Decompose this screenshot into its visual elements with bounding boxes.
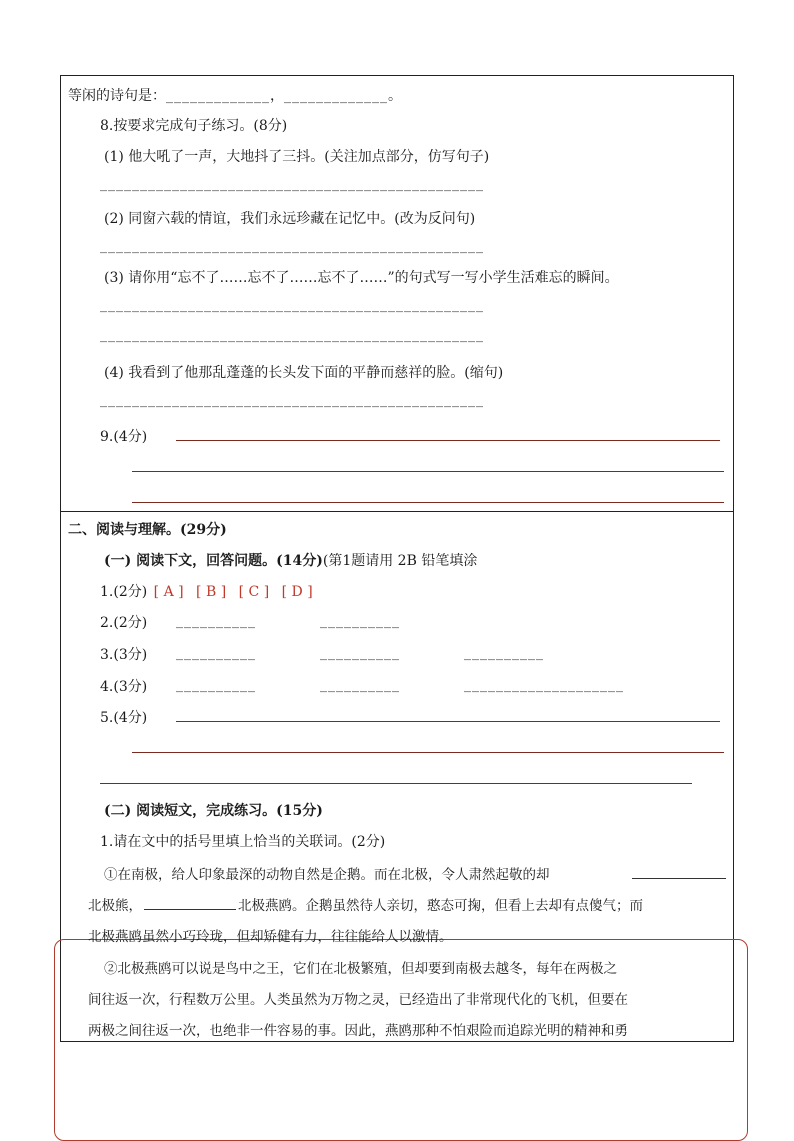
p1-q1-label: 1.(2分) xyxy=(100,584,148,600)
p1-q2-blank-1[interactable]: __________ xyxy=(176,613,256,629)
p1-q2-blank-2[interactable]: __________ xyxy=(320,613,400,629)
passage-p1-line1: ①在南极，给人印象最深的动物自然是企鹅。而在北极，令人肃然起敬的却 xyxy=(104,867,550,883)
p1-q5-line-3[interactable] xyxy=(100,783,692,784)
p1-q4-blank-2[interactable]: __________ xyxy=(320,677,400,693)
p1-q3-blank-2[interactable]: __________ xyxy=(320,645,400,661)
passage-p1-line3: 北极燕鸥虽然小巧玲珑，但却矫健有力，往往能给人以激情。 xyxy=(88,929,453,945)
p1-q5-label: 5.(4分) xyxy=(100,710,148,726)
p1-q4-blank-1[interactable]: __________ xyxy=(176,677,256,693)
passage-p2-line3: 两极之间往返一次，也绝非一件容易的事。因此，燕鸥那种不怕艰险而追踪光明的精神和勇 xyxy=(88,1023,628,1039)
option-c[interactable]: [ C ] xyxy=(238,584,270,600)
q8-item-3: (3) 请你用“忘不了……忘不了……忘不了……”的句式写一写小学生活难忘的瞬间。 xyxy=(104,270,619,286)
p1-q4-label: 4.(3分) xyxy=(100,679,148,695)
p1-blank-1[interactable] xyxy=(632,878,726,879)
option-b[interactable]: [ B ] xyxy=(196,584,227,600)
idle-line: 等闲的诗句是：_____________，_____________。 xyxy=(68,88,402,104)
q9-line-2[interactable] xyxy=(132,471,724,472)
top-answer-box xyxy=(60,75,734,512)
q8-answer-2[interactable]: ________________________________________________ xyxy=(100,238,484,254)
option-d[interactable]: [ D ] xyxy=(281,584,313,600)
q8-title: 8.按要求完成句子练习。(8分) xyxy=(100,118,288,134)
part2-title: (二) 阅读短文，完成练习。(15分) xyxy=(104,803,323,819)
q8-answer-4[interactable]: ________________________________________________ xyxy=(100,392,484,408)
passage-p2-line1: ②北极燕鸥可以说是鸟中之王，它们在北极繁殖，但却要到南极去越冬，每年在两极之 xyxy=(104,961,617,977)
idle-blank-2[interactable]: _____________ xyxy=(284,88,388,104)
q8-answer-1[interactable]: ________________________________________________ xyxy=(100,176,484,192)
q9-line-1[interactable] xyxy=(176,440,720,441)
p1-q3-label: 3.(3分) xyxy=(100,647,148,663)
p1-q5-line-1[interactable] xyxy=(176,721,720,722)
option-a[interactable]: [ A ] xyxy=(153,584,184,600)
passage-p2-line2: 间往返一次，行程数万公里。人类虽然为万物之灵，已经造出了非常现代化的飞机，但要在 xyxy=(88,992,628,1008)
p1-blank-2[interactable] xyxy=(144,897,236,910)
q9-line-3[interactable] xyxy=(132,502,724,503)
p1-q3-blank-3[interactable]: __________ xyxy=(464,645,544,661)
q8-item-2: (2) 同窗六载的情谊，我们永远珍藏在记忆中。(改为反问句) xyxy=(104,211,476,227)
idle-blank-1[interactable]: _____________ xyxy=(166,88,270,104)
p1-q4-blank-3[interactable]: ____________________ xyxy=(464,677,624,693)
part2-q1: 1.请在文中的括号里填上恰当的关联词。(2分) xyxy=(100,834,386,850)
p1-q3-blank-1[interactable]: __________ xyxy=(176,645,256,661)
q8-answer-3a[interactable]: ________________________________________________ xyxy=(100,297,484,313)
part1-header: (一) 阅读下文，回答问题。(14分)(第1题请用 2B 铅笔填涂 xyxy=(104,553,478,569)
q8-item-4: (4) 我看到了他那乱蓬蓬的长头发下面的平静而慈祥的脸。(缩句) xyxy=(104,365,504,381)
q8-item-1: (1) 他大吼了一声，大地抖了三抖。(关注加点部分，仿写句子) xyxy=(104,149,490,165)
section2-title: 二、阅读与理解。(29分) xyxy=(68,522,227,538)
passage-p1-line2: 北极熊， 北极燕鸥。企鹅虽然待人亲切，憨态可掬，但看上去却有点傻气；而 xyxy=(88,898,643,914)
p1-q1-row xyxy=(100,581,313,601)
p1-q5-line-2[interactable] xyxy=(132,752,724,753)
q9-label: 9.(4分) xyxy=(100,429,148,445)
p1-q2-label: 2.(2分) xyxy=(100,615,148,631)
q8-answer-3b[interactable]: ________________________________________________ xyxy=(100,327,484,343)
